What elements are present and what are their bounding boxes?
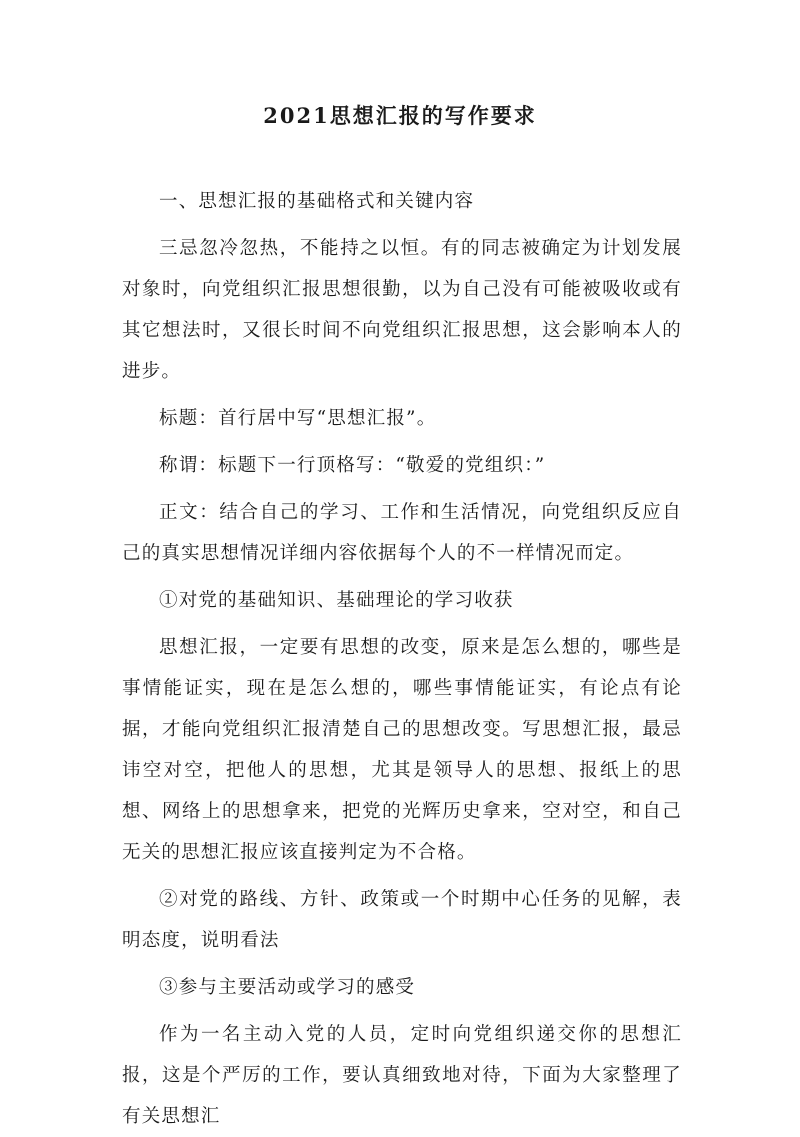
paragraph: 作为一名主动入党的人员，定时向党组织递交你的思想汇报，这是个严厉的工作，要认真细致地对待，下面为大家整理了有关思想汇 <box>122 1024 682 1127</box>
document-title: 2021思想汇报的写作要求 <box>263 103 537 128</box>
paragraph: 标题：首行居中写“思想汇报”。 <box>159 408 437 429</box>
section-heading: 一、思想汇报的基础格式和关键内容 <box>159 191 475 212</box>
paragraph: 称谓：标题下一行顶格写：“敬爱的党组织：” <box>159 455 546 476</box>
document-body <box>122 181 682 1137</box>
list-item: ②对党的路线、方针、政策或一个时期中心任务的见解，表明态度，说明看法 <box>122 889 682 951</box>
paragraph: 三忌忽冷忽热，不能持之以恒。有的同志被确定为计划发展对象时，向党组织汇报思想很勤，以为自己没有可能被吸收或有其它想法时，又很长时间不向党组织汇报思想，这会影响本人的进步。 <box>122 238 682 382</box>
list-item: ①对党的基础知识、基础理论的学习收获 <box>159 590 514 611</box>
paragraph: 思想汇报，一定要有思想的改变，原来是怎么想的，哪些是事情能证实，现在是怎么想的，哪些事情能证实，有论点有论据，才能向党组织汇报清楚自己的思想改变。写思想汇报，最忌讳空对空，把他人的思想，尤其是领导人的思想、报纸上的思想、网络上的思想拿来，把党的光辉历史拿来，空对空，和自己无关的思想汇报应该直接判定为不合格。 <box>122 637 682 863</box>
list-item: ③参与主要活动或学习的感受 <box>159 977 416 998</box>
paragraph: 正文：结合自己的学习、工作和生活情况，向党组织反应自己的真实思想情况详细内容依据每个人的不一样情况而定。 <box>122 502 682 564</box>
